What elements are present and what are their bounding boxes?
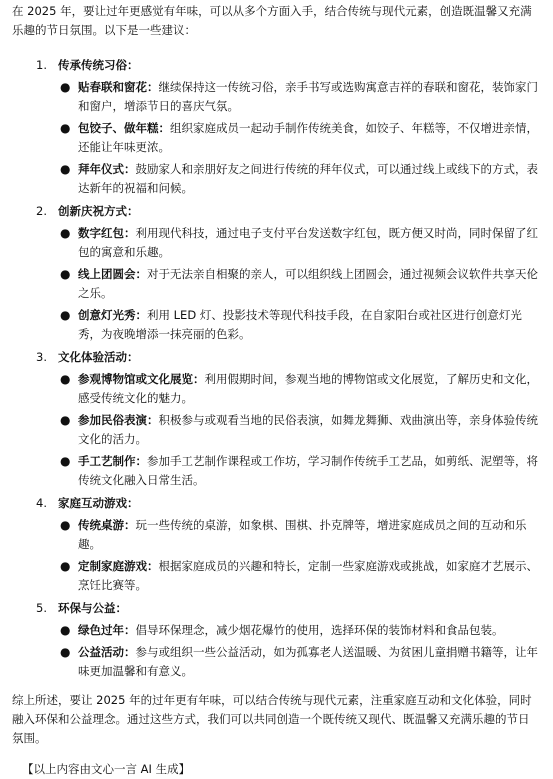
bullet-icon: ●: [60, 80, 71, 94]
section-4: [12, 494, 539, 595]
item-text: 倡导环保理念，减少烟花爆竹的使用，选择环保的装饰材料和食品包装。: [135, 623, 504, 637]
section-items: [58, 516, 539, 595]
item-title: 包饺子、做年糕：: [78, 121, 170, 135]
item-text: 根据家庭成员的兴趣和特长，定制一些家庭游戏或挑战，如家庭才艺展示、烹饪比赛等。: [78, 559, 538, 592]
list-item: [58, 265, 539, 303]
list-item: [58, 516, 539, 554]
section-title: 文化体验活动：: [58, 350, 139, 364]
summary-paragraph: 综上所述，要让 2025 年的过年更有年味，可以结合传统与现代元素，注重家庭互动和文化体验，同时融入环保和公益理念。通过这些方式，我们可以共同创造一个既传统又现代、既温馨又充满乐趣的节日氛围。: [12, 693, 532, 745]
section-1: [12, 56, 539, 198]
item-text: 参加手工艺制作课程或工作坊，学习制作传统手工艺品，如剪纸、泥塑等，将传统文化融入日常生活。: [78, 454, 538, 487]
list-item: [58, 78, 539, 116]
bullet-icon: ●: [60, 226, 71, 240]
section-3: [12, 348, 539, 490]
suggestion-list: [12, 56, 539, 681]
item-text: 积极参与或观看当地的民俗表演，如舞龙舞狮、戏曲演出等，亲身体验传统文化的活力。: [78, 413, 538, 446]
section-title: 家庭互动游戏：: [58, 496, 139, 510]
list-item: [58, 621, 539, 640]
section-number: 2.: [36, 204, 47, 218]
item-title: 定制家庭游戏：: [78, 559, 159, 573]
section-items: [58, 78, 539, 198]
section-number: 3.: [36, 350, 47, 364]
list-item: [58, 411, 539, 449]
item-title: 拜年仪式：: [78, 162, 136, 176]
item-title: 传统桌游：: [78, 518, 136, 532]
section-title: 创新庆祝方式：: [58, 204, 139, 218]
section-items: [58, 224, 539, 344]
bullet-icon: ●: [60, 413, 71, 427]
bullet-icon: ●: [60, 267, 71, 281]
list-item: [58, 643, 539, 681]
list-item: [58, 557, 539, 595]
bullet-icon: ●: [60, 645, 71, 659]
item-text: 玩一些传统的桌游，如象棋、围棋、扑克牌等，增进家庭成员之间的互动和乐趣。: [78, 518, 527, 551]
intro-paragraph: 在 2025 年，要让过年更感觉有年味，可以从多个方面入手，结合传统与现代元素，创造既温馨又充满乐趣的节日氛围。以下是一些建议：: [12, 4, 532, 37]
item-text: 组织家庭成员一起动手制作传统美食，如饺子、年糕等，不仅增进亲情，还能让年味更浓。: [78, 121, 538, 154]
list-item: [58, 370, 539, 408]
item-title: 参加民俗表演：: [78, 413, 159, 427]
section-number: 5.: [36, 601, 47, 615]
item-text: 继续保持这一传统习俗，亲手书写或选购寓意吉祥的春联和窗花，装饰家门和窗户，增添节日的喜庆气氛。: [78, 80, 538, 113]
section-5: [12, 599, 539, 681]
item-title: 公益活动：: [78, 645, 136, 659]
item-title: 数字红包：: [78, 226, 136, 240]
bullet-icon: ●: [60, 518, 71, 532]
item-text: 利用现代科技，通过电子支付平台发送数字红包，既方便又时尚，同时保留了红包的寓意和乐趣。: [78, 226, 538, 259]
item-text: 鼓励家人和亲朋好友之间进行传统的拜年仪式，可以通过线上或线下的方式，表达新年的祝福和问候。: [78, 162, 538, 195]
item-title: 创意灯光秀：: [78, 308, 147, 322]
item-title: 线上团圆会：: [78, 267, 147, 281]
item-text: 利用假期时间，参观当地的博物馆或文化展览，了解历史和文化，感受传统文化的魅力。: [78, 372, 538, 405]
section-title: 环保与公益：: [58, 601, 127, 615]
bullet-icon: ●: [60, 162, 71, 176]
bullet-icon: ●: [60, 308, 71, 322]
section-2: [12, 202, 539, 344]
item-text: 对于无法亲自相聚的亲人，可以组织线上团圆会，通过视频会议软件共享天伦之乐。: [78, 267, 538, 300]
section-number: 1.: [36, 58, 47, 72]
list-item: [58, 306, 539, 344]
ai-generated-note: 【以上内容由文心一言 AI 生成】: [22, 762, 191, 776]
section-items: [58, 621, 539, 681]
bullet-icon: ●: [60, 121, 71, 135]
section-number: 4.: [36, 496, 47, 510]
list-item: [58, 224, 539, 262]
bullet-icon: ●: [60, 559, 71, 573]
section-title: 传承传统习俗：: [58, 58, 139, 72]
item-text: 利用 LED 灯、投影技术等现代科技手段，在自家阳台或社区进行创意灯光秀，为夜晚增添一抹亮丽的色彩。: [78, 308, 522, 341]
list-item: [58, 452, 539, 490]
item-title: 绿色过年：: [78, 623, 136, 637]
bullet-icon: ●: [60, 454, 71, 468]
bullet-icon: ●: [60, 623, 71, 637]
item-text: 参与或组织一些公益活动，如为孤寡老人送温暖、为贫困儿童捐赠书籍等，让年味更加温馨和有意义。: [78, 645, 538, 678]
bullet-icon: ●: [60, 372, 71, 386]
item-title: 手工艺制作：: [78, 454, 147, 468]
list-item: [58, 119, 539, 157]
item-title: 贴春联和窗花：: [78, 80, 159, 94]
item-title: 参观博物馆或文化展览：: [78, 372, 205, 386]
section-items: [58, 370, 539, 490]
list-item: [58, 160, 539, 198]
